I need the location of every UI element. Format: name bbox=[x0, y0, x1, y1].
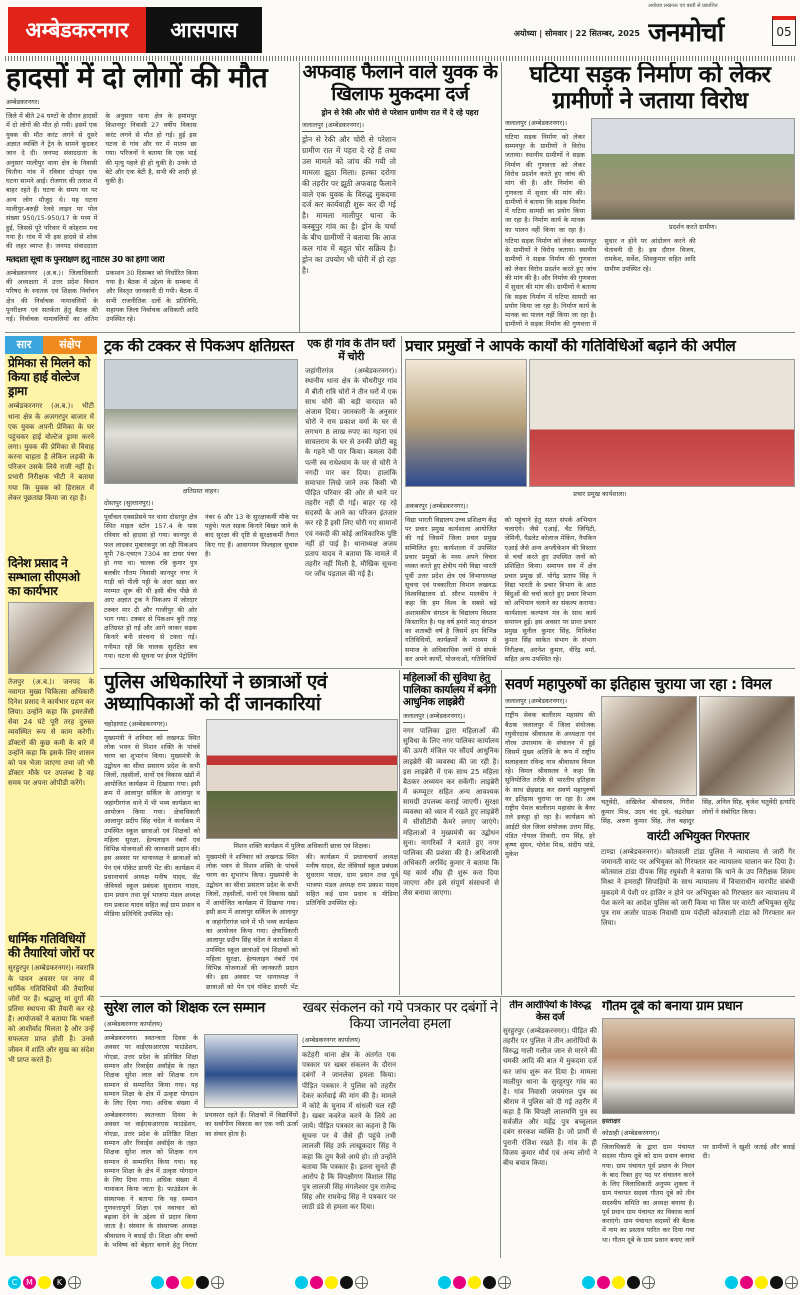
column-divider bbox=[500, 998, 501, 1258]
photo-gautam-dubey bbox=[602, 1018, 795, 1114]
column-divider bbox=[399, 670, 400, 995]
newspaper-logo: जनमोर्चा bbox=[648, 18, 724, 48]
article-case-against-three-body: सुरहुरपुर (अम्बेडकरनगर)। पीड़ित की तहरीर पर पुलिस ने तीन आरोपियों के विरुद्ध गाली गलौज जान से मारने की धमकी आदि की बात में मुकदमा दर्ज कर जांच शुरू कर दिया है। मामला मालीपुर थाना के सुरहुरपुर गांव का है। गांव निवासी जयमंगल पुत्र स्व श्रीराम ने पुलिस को दी गई तहरीर में कहा है कि विपक्षी लालमणि पुत्र स्व सर्वजीत और महेंद्र पुत्र बच्चूलाल दबंग सरकश व्यक्ति है। जो प्रार्थी से पुरानी रंजिश रखते हैं। गांव के ही विजय कुमार मौर्य एवं अन्य लोगों ने बीच बचाव किया। bbox=[503, 1027, 597, 1167]
headline-savarna-history: सवर्ण महापुरुषों का इतिहास चुराया जा रहा : विमल bbox=[505, 676, 772, 693]
brief-body: अम्बेडकरनगर (अ.ब.)। भीटी थाना क्षेत्र के अजगरपुर बाजार में एक युवक अपनी प्रेमिका के घर पहुंचकर हाई वोल्टेज ड्रामा करने लगा। युवक की प्रेमिका से विवाह करना चाहता है लेकिन लड़की के परिजन उसके लिये राजी नहीं है। प्रभारी निरीक्षक भीटी ने बताया गया कि युवक को हिरासत में लेकर पूछताछ किया जा रहा है। bbox=[8, 402, 94, 502]
photo-caption: प्रचार प्रमुख कार्यशाला। bbox=[573, 489, 627, 498]
registration-group bbox=[8, 1272, 81, 1288]
dateline: अकबरपुर (अम्बेडकरनगर)। bbox=[405, 501, 468, 513]
black-mark: K bbox=[53, 1276, 66, 1289]
yellow-mark: Y bbox=[38, 1276, 51, 1289]
column-divider bbox=[401, 336, 402, 666]
article-body: नगर पालिका द्वारा महिलाओं की सुविधा के लिए नगर पालिका कार्यालय की ऊपरी मंजिल पर सौंदर्य आधुनिक लाइब्रेरी की व्यवस्था की जा रही है। इस लाइब्रेरी में एक साथ 25 महिला बैठकर अध्ययन कर सकेंगी। लाइब्रेरी में कम्प्यूटर सहित अन्य आवश्यक सामग्री उपलब्ध कराई जाएगी। सुरक्षा व्यवस्था को ध्यान में रखते हुए लाइब्रेरी में सीसीटीवी कैमरे लगाए जाएंगे। महिलाओं ने मुख्यमंत्री का उद्बोधन सुना। नागरिकों ने बताते हुए नगर पालिका की प्रशंसा की है। अधिशासी अधिकारी अरविंद कुमार ने बताया कि यह कार्य शीघ्र ही शुरू करा दिया जाएगा और इसे संपूर्ण संसाधनों से लैस बनाया जाएगा। bbox=[403, 727, 499, 898]
registration-group bbox=[582, 1272, 655, 1288]
magenta-mark: M bbox=[23, 1276, 36, 1289]
article-village-theft-body: जहांगीरगंज (अम्बेडकरनगर)। स्थानीय थाना क्षेत्र के चौधरीपुर गांव में बीती रात्रि चोरों ने तीन घरों में एक साथ चोरी की बड़ी वारदात को अंजाम दिया। जानकारी के अनुसार चोरों ने राम प्रकाश वर्मा के घर से लगभग 8 लाख रुपए का गहना एवं सावलराम के घर से उनकी छोटी बहू के गहने भी पार किया। कमला देवी पत्नी स्व राधेश्याम के घर से चोरी ने नगदी पार कर दिया। हालांकि समाचार लिखे जाने तक किसी भी पीड़ित परिवार की ओर से थाने पर तहरीर नहीं दी गई। बाहर रह रहे सदस्यों के आने का परिजन इंतजार कर रहे हैं इसी लिए चोरी गए सामानों एवं नकदी की कोई आधिकारिक पुष्टि नहीं हो पाई है। थानाध्यक्ष अजय प्रताप यादव ने बताया कि मामले में तहरीर नहीं मिली है, मौखिक सूचना पर जाँच पड़ताल की गई है। bbox=[305, 367, 397, 579]
headline-case-against-three: तीन आरोपियों के विरुद्ध केस दर्ज bbox=[509, 1000, 591, 1023]
headline-publicity-workshop: प्रचार प्रमुखों ने आपके कार्यों की गतिविधिओं बढ़ाने की अपील bbox=[405, 338, 736, 355]
column-divider bbox=[299, 62, 300, 332]
article-body: जिलाधिकारी के द्वारा ग्राम पंचायत सदस्य गौतम दूबे को ग्राम प्रधान बनाया गया। ग्राम पंचायत पूर्व प्रधान के निधन के बाद रिक्त हुए पद पर संचालन करने के लिए जिलाधिकारी अनुपम शुक्ला ने ग्राम पंचायत सदस्य गौतम दूबे को तीन सदस्यीय समिति का अध्यक्ष बनाया है। पूर्व प्रधान ग्राम पंचायत का विकास कार्य कराएंगे। ग्राम पंचायत सदस्यों की बैठक में नाम का प्रस्ताव पारित कर दिया गया था। गौतम दूबे के ग्राम प्रधान बनाए जाने पर ग्रामीणों ने खुशी जताई और बधाई दी। bbox=[602, 1142, 795, 1244]
headline-truck-collision: ट्रक की टक्कर से पिकअप क्षतिग्रस्त bbox=[104, 338, 294, 355]
article-gautam-dubey bbox=[602, 1000, 795, 1258]
headline-village-theft: एक ही गांव के तीन घरों में चोरी bbox=[307, 338, 395, 363]
brief-body: तेजपुर (अ.ब.)। जनपद के नवागत मुख्य चिकित्सा अधिकारी दिनेश प्रसाद ने कार्यभार ग्रहण कर लिया। उन्होंने कहा कि इमरजेंसी सेवा 24 घंटे पूरी तरह दुरुस्त व्यवस्थित रूप से काम करेगी। डॉक्टरों की कुछ कमी के बारे में उन्होंने कहा कि इसके लिए शासन को पत्र भेजा जाएगा तथा जो भी डॉक्टर मौके पर उपलब्ध है वह समय पर अपना ओपीडी करेंगे। bbox=[8, 677, 94, 788]
registration-group bbox=[151, 1272, 224, 1288]
dateline: जलालपुर (अम्बेडकरनगर)। bbox=[302, 120, 364, 132]
article-body: विद्या भारती विद्यालय उच्च प्रशिक्षण केंद्र पर प्रचार प्रमुख कार्यशाला आयोजित की गई जिसमें जिला प्रचार प्रमुख सम्मिलित हुए। कार्यशाला में उपस्थित प्रचार प्रमुखों के मध्य अपने विचार व्यक्त करते हुए क्षेत्रीय मंत्री विद्या भारती पूर्वी उत्तर प्रदेश क्षेत्र एवं विभागाध्यक्ष सूचना एवं पत्रकारिता विभाग लखनऊ विश्वविद्यालय डॉ. सौरभ मालवीय ने कहा कि हम विश्व के सबसे बड़े अशासकीय संगठन के विद्यालय विस्तार किस्तारित है। यह वर्ष हमारे मातृ संगठन का शताब्दी वर्ष है जिसमें हम विभिन्न गतिविधियों, कार्यक्रमों के माध्यम से समाज के अधिकाधिक जनों से संपर्क कर अपने कार्यों, योजनाओं, गतिविधियों को पहुंचाने हेतु सतत संपर्क अभियान चलाएंगे। जैसे एआई, चैट जिपिटी, जेमिनी, पैडलेट कोलाज मेकिंग, नैपकिन एआई जैसे अन्य अप्लीकेशन की विस्तार से चर्चा करते हुए उपस्थित जनों को प्रशिक्षित किया। समापन सत्र में क्षेत्र प्रचार प्रमुख डॉ. योगेंद्र प्रताप सिंह ने विद्या भारती के प्रचार विभाग के आठ बिंदुओं की चर्चा करते हुए प्रचार विभाग को अभियान चलाने का संकल्प कराया। कार्यशाला कल्याण मंत्र के साथ कार्य समापन हुई। इस अवसर पर प्रान्त प्रचार प्रमुख सुनील कुमार सिंह, मिथिलेश कुमार सिंह साकेत संभाग के संभाग निरीक्षक, अरनेश कुमार, वीरेंद्र वर्मा, सहित अन्य उपस्थित रहे। bbox=[405, 515, 596, 664]
photo-caption: चतुर्वेदी, अखिलेश श्रीवास्तव, गिरीश कुमार मिश्र, उदय चंद दुबे, चंद्रशेखर सिंह, अरुण कुमार सिंह, तेज बहादुर सिंह, अनिल सिंह, बृजेश चतुर्वेदी इत्यादि लोगों ने संबोधित किया। bbox=[601, 798, 795, 825]
brief-label-2: संक्षेप bbox=[43, 336, 97, 354]
article-voter-list-body: अम्बेडकरनगर (अ.ब.)। जिलाधिकारी की अध्यक्षता में उत्तर प्रदेश विधान परिषद के स्नातक एवं शिक्षक निर्वाचन क्षेत्र की निर्वाचक नामावलियों के पुनरीक्षण एवं सतर्कता हेतु बैठक की गई। निर्वाचक नामावलियों का अंतिम प्रकाशन 30 दिसम्बर को निर्धारित किया गया है। बैठक में उद्देश्य के सम्बन्ध में और विस्तृत जानकारी दी गयी। बैठक में सभी राजनीतिक दलों के प्रतिनिधि, सहायक जिला निर्वाचक अधिकारी आदि उपस्थित रहे। bbox=[6, 268, 198, 324]
article-body: पूर्वांचल एक्सप्रेसवे पर थाना दोस्तपुर क्षेत्र स्थित माइल स्टोन 157.4 के पास रविवार को हादसा हो गया। कानपुर से फल लादकर मुबारकपुर जा रही पिकअप यूपी 78-एचएन 7304 का टायर पंचर हो गया था। चालक रवि कुमार पुत्र बलबीर गौतम निवासी कानपुर नगर ने गाड़ी को पीली पट्टी के अंदर खड़ा कर मरम्मत शुरू की थी इसी बीच पीछे से आए अज्ञात ट्रक ने पिकअप में जोरदार टक्कर मार दी और गाजीपुर की ओर भाग गया। टक्कर से पिकअप बुरी तरह क्षतिग्रस्त हो गई और आगे जाकर सड़क किनारे बनी संरचना से टकरा गई। गनीमत रही कि चालक सुरक्षित बच गया। घटना की सूचना पर ईगल पेट्रोलिंग नंबर 6 और 13 के सुरक्षाकर्मी मौके पर पहुंचे। फल सड़क किनारे बिखर जाने के बाद सुरक्षा की दृष्टि से सुरक्षाकर्मी तैनात किए गए हैं। आवागमन फिलहाल सुचारु है। bbox=[104, 512, 298, 661]
subheadline-drone: ड्रोन से रेकी और चोरी से परेशान ग्रामीण रात में दे रहे पहरा bbox=[321, 107, 479, 117]
article-body: अम्बेडकरनगर। स्वतन्त्रता दिवस के अवसर पर वाईएसआरएस फाउंडेशन, नोएडा, उत्तर प्रदेश के प्रतिष्ठित शिक्षा सम्मान और रिवार्ड्स अवॉर्ड्स के तहत शिक्षक सुरेश लाल को शिक्षक रत्न सम्मान से सम्मानित किया गया। यह सम्मान शिक्षा के क्षेत्र में उत्कृष्ट योगदान के लिए दिया गया। अधिक संख्या में bbox=[104, 1034, 198, 1108]
crosshair-icon bbox=[68, 1276, 81, 1289]
brief-body: सुरहुरपुर (अम्बेडकरनगर)। नवरात्रि के पावन अवसर पर नगर में धार्मिक गतिविधियों की तैयारियां जोरों पर हैं। श्रद्धालु मां दुर्गा की प्रतिमा स्थापना की तैयारी कर रहे हैं। आयोजकों ने बताया कि भक्तों को आशीर्वाद मिलता है और उन्हें सफलता प्राप्त होती है। उनसे जीवन में शांति और सुख का संदेश भी प्राप्त करते हैं। bbox=[8, 964, 94, 1064]
brief-item bbox=[5, 554, 97, 929]
headline-police-students: पुलिस अधिकारियों ने छात्राओं एवं अध्यापिकाओं को दीं जानकारियां bbox=[104, 672, 327, 715]
dateline: जलालपुर (अम्बेडकरनगर)। bbox=[403, 711, 465, 723]
registration-group bbox=[295, 1272, 368, 1288]
article-body: मुख्यमंत्री ने शनिवार को लखनऊ स्थित लोक भवन से मिशन शक्ति के पांचवें चरण का शुभारंभ किया। मुख्यमंत्री के उद्बोधन का सीधा प्रसारण प्रदेश के सभी जिलों, तहसीलों, थानों एवं विकास खंडों में आयोजित कार्यक्रम में दिखाया गया। इसी क्रम में आलापुर सर्किल के आलापुर व जहांगीरगंज थाने में भी भव्य कार्यक्रम का आयोजन किया गया। क्षेत्राधिकारी आलापुर प्रदीप सिंह चंदेल ने कार्यक्रम में उपस्थित स्कूल छात्राओं एवं शिक्षकों को महिला सुरक्षा, हेल्पलाइन नंबरों एवं विभिन्न योजनाओं की जानकारी प्रदान की। इस अवसर पर थानाध्यक्ष ने छात्राओं को पेन एवं पॉकेट डायरी भेंट की। कार्यक्रम में प्रधानाचार्य अध्यक्ष मनीष यादव, सेंट जेवियर्स स्कूल प्रबंधक सुधाराम यादव, ग्राम प्रधान तथा पूर्व भाजपा मंडल अध्यक्ष राम प्रकाश यादव सहित कई ग्राम प्रधान व मीडिया प्रतिनिधि उपस्थित रहे। bbox=[104, 733, 200, 919]
photo-caption: मिशन शक्ति कार्यक्रम में पुलिस अधिकारी छात्रा एवं शिक्षक। bbox=[233, 841, 371, 850]
article-body-continued: अम्बेडकरनगर। स्वतन्त्रता दिवस के अवसर पर वाईएसआरएस फाउंडेशन, नोएडा, उत्तर प्रदेश के प्रतिष्ठित शिक्षा सम्मान और रिवार्ड्स अवॉर्ड्स के तहत शिक्षक सुरेश लाल को शिक्षक रत्न सम्मान से सम्मानित किया गया। यह सम्मान शिक्षा के क्षेत्र में उत्कृष्ट योगदान के लिए दिया गया। अधिक संख्या में नामांकन किया जाता है। फाउंडेशन के संस्थापक ने बताया कि यह सम्मान गुणवत्तापूर्ण शिक्षा एवं नवाचार को बढ़ावा देने के उद्देश्य से प्रदान किया जाता है। संस्थान के संस्थापक अध्यक्ष श्रीवास्तव ने बधाई दी। शिक्षा और बच्चों के भविष्य को बेहतर बनाने हेतु निरंतर प्रयासरत रहते हैं। शिक्षकों में विद्यार्थियों का सर्वांगीण विकास कर एक नयी ऊर्जा का संचार होता है। bbox=[104, 1111, 298, 1250]
section-label: अम्बेडकरनगर bbox=[8, 7, 146, 53]
dateline: जलालपुर (अम्बेडकरनगर)। bbox=[505, 696, 567, 708]
article-savarna-history bbox=[505, 676, 795, 994]
article-body: घटिया सड़क निर्माण को लेकर सम्मनपुर के ग्रामीणों ने विरोध जताया। स्थानीय ग्रामीणों ने सड़क निर्माण की गुणवत्ता को लेकर विरोध प्रदर्शन करते हुए जांच की मांग की है। और निर्माण की गुणवत्ता में सुधार की मांग की। ग्रामीणों ने बताया कि सड़क निर्माण में घटिया सामग्री का प्रयोग किया जा रहा है। निर्माण कार्य के मानक का पालन नहीं किया जा रहा है। bbox=[505, 132, 585, 234]
dateline: अयोध्या | सोमवार | 22 सितम्बर, 2025 bbox=[513, 29, 640, 38]
photo-meeting-1 bbox=[601, 696, 697, 796]
dateline: (अम्बेडकरनगर कार्यालय) bbox=[104, 1019, 162, 1031]
brief-title: दिनेश प्रसाद ने सम्भाला सीएमओ का कार्यभार bbox=[8, 556, 80, 598]
photo-suresh-lal bbox=[204, 1034, 298, 1108]
subsection-label: आसपास bbox=[146, 7, 262, 53]
brief-header bbox=[5, 336, 97, 354]
headline-rumour-case: अफवाह फैलाने वाले युवक के खिलाफ मुकदमा दर्ज bbox=[302, 62, 498, 105]
brief-item bbox=[5, 930, 97, 1137]
section-divider bbox=[100, 668, 795, 669]
column-divider bbox=[501, 62, 502, 332]
crosshair-icon bbox=[785, 1276, 798, 1289]
registration-group bbox=[438, 1272, 511, 1288]
headline-accidents: हादसों में दो लोगों की मौत bbox=[6, 62, 268, 94]
headline-teacher-award: सुरेश लाल को शिक्षक रत्न सम्मान bbox=[104, 1000, 265, 1016]
logo-tagline: अयोध्या लखनऊ एवं बस्ती से प्रकाशित bbox=[648, 3, 718, 9]
article-voter-list bbox=[6, 256, 298, 330]
dateline: जलालपुर (अम्बेडकरनगर)। bbox=[505, 118, 567, 130]
cyan-mark: C bbox=[8, 1276, 21, 1289]
photo-damaged-vehicle bbox=[104, 359, 298, 484]
section-divider bbox=[100, 996, 795, 997]
article-journalist-attack bbox=[302, 1000, 498, 1258]
headline-road-protest: घटिया सड़क निर्माण को लेकर ग्रामीणों ने जताया विरोध bbox=[529, 62, 771, 115]
article-accidents bbox=[6, 62, 296, 254]
article-road-protest bbox=[505, 62, 795, 330]
color-registration-strip bbox=[8, 1272, 798, 1288]
article-body: जिले में बीते 24 घण्टों के दौरान हादसों में दो लोगों की मौत हो गयी। इसमें एक युवक की मौत करंट लगने से दूसरे अज्ञात व्यक्ति ने ट्रेन के सामने कूदकर जान दे दी। जनपद संवाददाता के अनुसार मालीपुर थाना क्षेत्र के निवासी चितौना गांव में रविवार दोपहर एक घटना सामने आई। रोजगार की तलाश में बाहर रहते हैं। घटना के समय घर पर अन्य लोग मौजूद थे। यह घटना मालीपुर-बरुही रेलवे लाइन पर पोल संख्या 950/15-950/17 के मध्य में हुई, जिससे पूरे परिवार में कोहराम मच गया है। गांव में भी इस हादसे से शोक की लहर व्याप्त है। जनपद संवाददाता के अनुसार थाना क्षेत्र के इमामपुर किशनपुर निवासी 27 वर्षीय विकास करंट लगने से मौत हो गई। हुई इस घटना से गांव और घर में मातम छा गया। परिजनों ने बताया कि एक भाई की मृत्यु पहले ही हो चुकी है। उनके दो बेटे और एक बेटी है, सभी की शादी हो चुकी है। bbox=[6, 112, 197, 251]
article-warrant-arrest: टाण्डा (अम्बेडकरनगर)। कोतवाली टांडा पुलिस ने न्यायालय से जारी गैर जमानती वारंट पर अभियुक्त को गिरफ्तार कर न्यायालय चालान कर दिया है। कोतवाल टांडा दीपक सिंह रघुवंशी ने बताया कि थाने के उप निरीक्षक शिवम मिश्रा ने हमराही सिपाहियों के साथ न्यायालय में विचाराधीन मारपीट संबंधी मुकदमे में पेशी पर हाजिर न होने पर अभियुक्त को गिरफ्तार कर न्यायालय में पेश करने का आदेश पुलिस को जारी किया था जिस पर वारंटी अभियुक्त सुरेंद्र पुत्र राम अजोर पाठक निवासी ग्राम पंदौली कोतवाली टांडा को गिरफ्तार कर लिया। bbox=[601, 848, 795, 928]
crosshair-icon bbox=[498, 1276, 511, 1289]
crosshair-icon bbox=[642, 1276, 655, 1289]
brief-title: धार्मिक गतिविधियों की तैयारियां जोरों पर bbox=[8, 931, 94, 960]
brief-item bbox=[5, 354, 97, 554]
brief-label-1: सार bbox=[5, 336, 43, 354]
crosshair-icon bbox=[355, 1276, 368, 1289]
article-police-students bbox=[104, 672, 398, 994]
article-truck-collision bbox=[104, 338, 298, 664]
headline-women-library: महिलाओं की सुविधा हेतु पालिका कार्यालय में बनेगी आधुनिक लाइब्रेरी bbox=[403, 672, 496, 709]
masthead bbox=[0, 0, 800, 62]
article-body: राष्ट्रीय सेवक बालीराम महासंघ की बैठक जलालपुर में जिला संयोजक रघुवीरदास श्रीवास्तव के अध्यक्षता एवं गौरव उपाध्याय के संचालन में हुई जिसमें मुख्य अतिथि के रूप में राष्ट्रीय सलाहकार रविन्द्र नाथ श्रीवास्तव विमल रहे। विमल श्रीवास्तव ने कहा कि सुनियोजित तरीके से भारतीय इतिहास के साथ छेड़छाड़ कर सवर्ण महापुरुषों का इतिहास चुराया जा रहा है। अब राष्ट्रीय पेमल बालीराम महासंघ के बैनर तले इकट्ठा हो रहा है। कार्यक्रम को आईटी सेल जिला संयोजक उत्तम सिंह, पंडित गोपाल तिवारी, राम सिंह, हरे कृष्ण सुमन, योगेश मिश्र, संदीप पांडे, मुकेश bbox=[505, 711, 595, 859]
dateline: चहोड़ाघाट (अम्बेडकरनगर)। bbox=[104, 719, 168, 731]
article-women-library bbox=[403, 672, 499, 994]
registration-group bbox=[725, 1272, 798, 1288]
news-brief-sidebar bbox=[5, 336, 97, 1256]
dateline: अम्बेडकरनगर। bbox=[6, 97, 40, 109]
photo-caption: हस्ताक्षर bbox=[602, 1116, 621, 1125]
headline-journalist-attack: खबर संकलन को गये पत्रकार पर दबंगों ने किया जानलेवा हमला bbox=[302, 1000, 498, 1033]
photo-workshop-1 bbox=[405, 359, 527, 487]
hatched-rule bbox=[5, 56, 795, 61]
article-teacher-award bbox=[104, 1000, 298, 1258]
dateline: दोस्तपुर (सुल्तानपुर)। bbox=[104, 498, 153, 510]
photo-mission-shakti bbox=[206, 719, 398, 839]
headline-gautam-dubey: गौतम दूबे को बनाया ग्राम प्रधान bbox=[602, 1000, 743, 1014]
dateline: कोठाही (अम्बेडकरनगर)। bbox=[602, 1128, 660, 1140]
article-body: कटेहरी थाना क्षेत्र के अंतर्गत एक पत्रकार पर खबर संकलन के दौरान दबंगों ने जानलेवा हमला किया। पीड़ित पत्रकार ने पुलिस को तहरीर देकर कार्रवाई की मांग की है। मामले में कोटे के चुनाव में धांधली चल रही है। खबर कवरेज करने के लिये आ जाये। पीड़ित पत्रकार का कहना है कि सूचना पर वे जैसे ही पहुंचे तभी लालजी सिंह उर्फ लाखूकदार सिंह ने कहा कि तुम कैसे आये हो। तो उन्होंने बताया कि पत्रकार है। इतना सुनते ही आरोप है कि विपक्षीगण विशाल सिंह पुत्र लालजी सिंह मंगलेश्वर पुत्र राजेन्द्र सिंह और राघवेन्द्र सिंह ने पत्रकार पर लाठी डंडे से हमला कर दिया। bbox=[302, 1051, 396, 1212]
photo-workshop-2 bbox=[529, 359, 795, 487]
article-publicity-workshop bbox=[405, 338, 795, 666]
article-rumour-case bbox=[302, 62, 498, 329]
article-body: ड्रोन से रेकी और चोरी से परेशान ग्रामीण रात में पहरा दे रहे हैं तथा उस मामले को जांच की गयी तो मामला झूठा मिला। हल्का दरोगा की तहरीर पर झूठी अफवाह फैलाने वाले एक युवक के विरुद्ध मुकदमा दर्ज कर कार्यवाही शुरू कर दी गई है। मामला मालीपुर थाना के कस्बूपुर गांव का है। ड्रोन के चर्चा के बीच ग्रामीणों ने बताया कि आज कल गांव में बहुत चोर सक्रिय है। ड्रोन का उपयोग भी चोरी में हो रहा है। bbox=[302, 135, 396, 275]
article-body-continued: मुख्यमंत्री ने शनिवार को लखनऊ स्थित लोक भवन से मिशन शक्ति के पांचवें चरण का शुभारंभ किया। मुख्यमंत्री के उद्बोधन का सीधा प्रसारण प्रदेश के सभी जिलों, तहसीलों, थानों एवं विकास खंडों में आयोजित कार्यक्रम में दिखाया गया। इसी क्रम में आलापुर सर्किल के आलापुर व जहांगीरगंज थाने में भी भव्य कार्यक्रम का आयोजन किया गया। क्षेत्राधिकारी आलापुर प्रदीप सिंह चंदेल ने कार्यक्रम में उपस्थित स्कूल छात्राओं एवं शिक्षकों को महिला सुरक्षा, हेल्पलाइन नंबरों एवं विभिन्न योजनाओं की जानकारी प्रदान की। इस अवसर पर थानाध्यक्ष ने छात्राओं को पेन एवं पॉकेट डायरी भेंट की। कार्यक्रम में प्रधानाचार्य अध्यक्ष मनीष यादव, सेंट जेवियर्स स्कूल प्रबंधक सुधाराम यादव, ग्राम प्रधान तथा पूर्व भाजपा मंडल अध्यक्ष राम प्रकाश यादव सहित कई ग्राम प्रधान व मीडिया प्रतिनिधि उपस्थित रहे। bbox=[206, 852, 398, 991]
photo-caption: क्षतिग्रस्त वाहन। bbox=[182, 486, 220, 495]
headline-warrant-arrest: वारंटी अभियुक्त गिरफ्तार bbox=[647, 829, 749, 844]
photo-protesting-villagers bbox=[591, 118, 795, 220]
article-village-theft bbox=[305, 338, 397, 664]
brief-title: प्रेमिका से मिलने को किया हाई वोल्टेज ड्रामा bbox=[8, 356, 90, 398]
headline-voter-list: मतदाता सूची के पुनरीक्षण हेतु नोटिस 30 को होगी जारी bbox=[6, 256, 165, 265]
photo-caption: प्रदर्शन करते ग्रामीण। bbox=[669, 222, 717, 231]
photo-meeting-2 bbox=[699, 696, 795, 796]
article-case-against-three bbox=[503, 1000, 597, 1258]
photo-cmo bbox=[8, 602, 94, 674]
column-divider bbox=[501, 670, 502, 995]
page-number: 05 bbox=[772, 16, 796, 46]
article-body-continued: घटिया सड़क निर्माण को लेकर सम्मनपुर के ग्रामीणों ने विरोध जताया। स्थानीय ग्रामीणों ने सड़क निर्माण की गुणवत्ता को लेकर विरोध प्रदर्शन करते हुए जांच की मांग की है। और निर्माण की गुणवत्ता में सुधार की मांग की। ग्रामीणों ने बताया कि सड़क निर्माण में घटिया सामग्री का प्रयोग किया जा रहा है। निर्माण कार्य के मानक का पालन नहीं किया जा रहा है। ग्रामीणों ने सड़क निर्माण की गुणवत्ता में सुधार न होने पर आंदोलन करने की चेतावनी दी है। इस दौरान विजय, रामकेश, सर्वेश, शिवकुमार सहित आदि ग्रामीण उपस्थित रहे। bbox=[505, 236, 696, 329]
section-divider bbox=[5, 332, 795, 333]
dateline: (अम्बेडकरनगर कार्यालय) bbox=[302, 1035, 360, 1047]
crosshair-icon bbox=[211, 1276, 224, 1289]
